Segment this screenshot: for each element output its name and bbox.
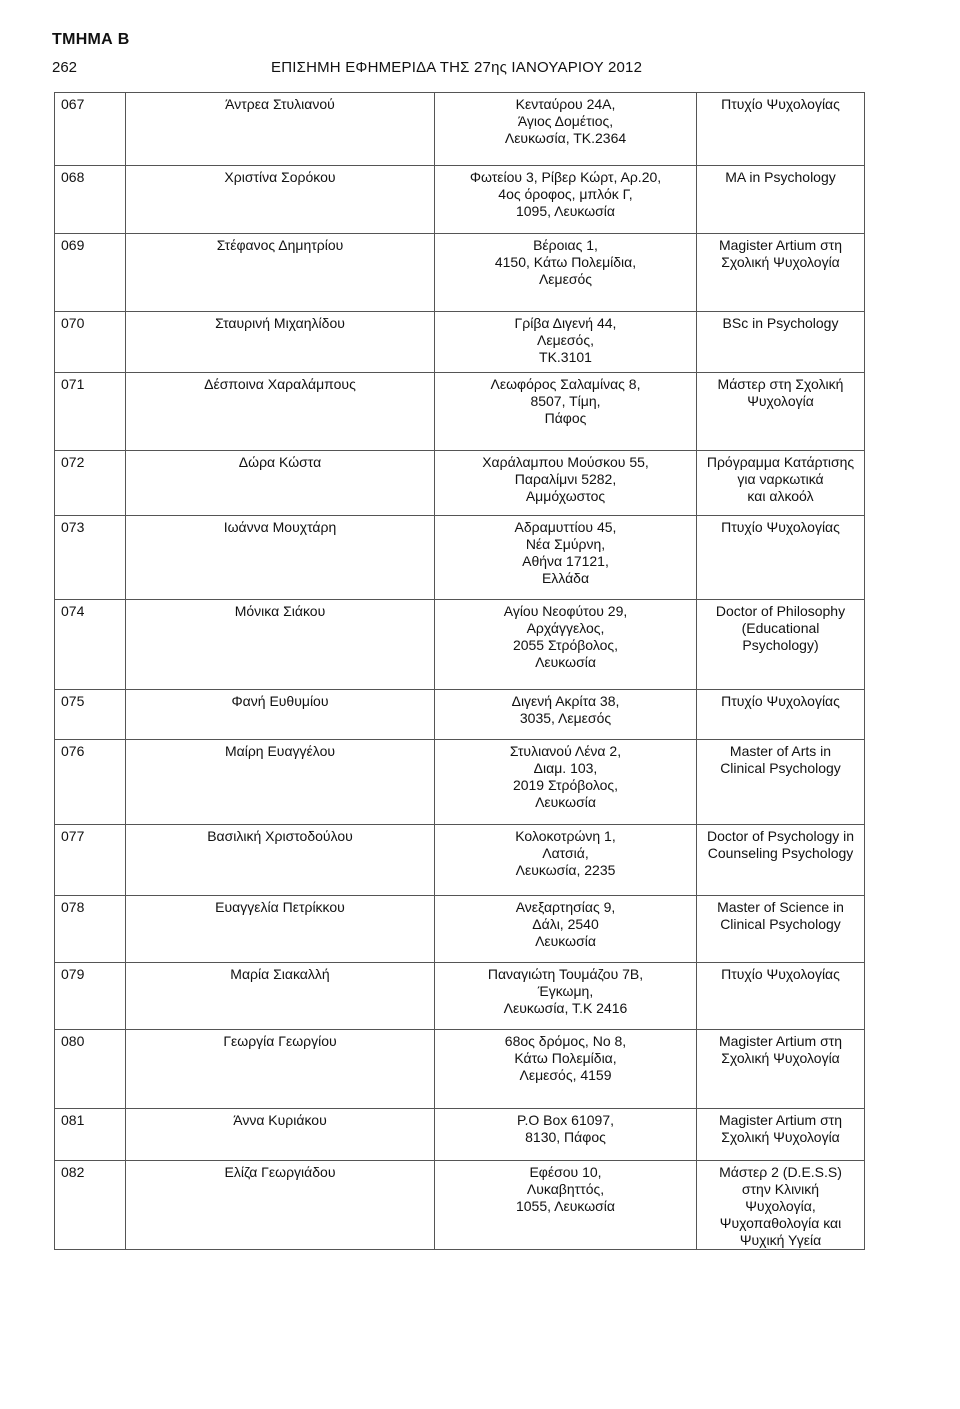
row-address: Λεωφόρος Σαλαμίνας 8, 8507, Τίμη, Πάφος — [435, 373, 697, 451]
row-address: 68ος δρόμος, Νο 8, Κάτω Πολεμίδια, Λεμεσός, 4159 — [435, 1030, 697, 1109]
table-row — [55, 1030, 865, 1109]
row-number: 077 — [55, 825, 126, 896]
row-name: Δώρα Κώστα — [126, 451, 435, 516]
row-qualification: Magister Artium στη Σχολική Ψυχολογία — [697, 1109, 865, 1161]
table-row — [55, 451, 865, 516]
row-name: Βασιλική Χριστοδούλου — [126, 825, 435, 896]
table-row — [55, 825, 865, 896]
row-qualification: Magister Artium στη Σχολική Ψυχολογία — [697, 234, 865, 312]
row-qualification: Doctor of Psychology in Counseling Psychology — [697, 825, 865, 896]
row-number: 078 — [55, 896, 126, 963]
row-address: Εφέσου 10, Λυκαβηττός, 1055, Λευκωσία — [435, 1161, 697, 1250]
row-name: Ιωάννα Μουχτάρη — [126, 516, 435, 600]
row-qualification: Πρόγραμμα Κατάρτισης για ναρκωτικά και αλκοόλ — [697, 451, 865, 516]
table-row — [55, 896, 865, 963]
table-row — [55, 166, 865, 234]
row-name: Άντρεα Στυλιανού — [126, 93, 435, 166]
table-row — [55, 234, 865, 312]
row-name: Άννα Κυριάκου — [126, 1109, 435, 1161]
row-qualification: Magister Artium στη Σχολική Ψυχολογία — [697, 1030, 865, 1109]
row-qualification: Μάστερ 2 (D.E.S.S) στην Κλινική Ψυχολογία, Ψυχοπαθολογία και Ψυχική Υγεία — [697, 1161, 865, 1250]
row-number: 070 — [55, 312, 126, 373]
row-address: Αδραμυττίου 45, Νέα Σμύρνη, Αθήνα 17121, Ελλάδα — [435, 516, 697, 600]
section-title: ΤΜΗΜΑ Β — [52, 31, 130, 48]
registry-table — [54, 92, 865, 1250]
row-qualification: Πτυχίο Ψυχολογίας — [697, 963, 865, 1030]
row-number: 082 — [55, 1161, 126, 1250]
row-address: Διγενή Ακρίτα 38, 3035, Λεμεσός — [435, 690, 697, 740]
row-qualification: Πτυχίο Ψυχολογίας — [697, 516, 865, 600]
row-address: Φωτείου 3, Ρίβερ Κώρτ, Αρ.20, 4ος όροφος, μπλόκ Γ, 1095, Λευκωσία — [435, 166, 697, 234]
table-row — [55, 93, 865, 166]
row-name: Μόνικα Σιάκου — [126, 600, 435, 690]
row-number: 067 — [55, 93, 126, 166]
table-row — [55, 963, 865, 1030]
row-qualification: BSc in Psychology — [697, 312, 865, 373]
row-qualification: MA in Psychology — [697, 166, 865, 234]
page-number: 262 — [52, 59, 78, 76]
row-address: Στυλιανού Λένα 2, Διαμ. 103, 2019 Στρόβολος, Λευκωσία — [435, 740, 697, 825]
table-row — [55, 1109, 865, 1161]
row-qualification: Πτυχίο Ψυχολογίας — [697, 690, 865, 740]
row-number: 068 — [55, 166, 126, 234]
row-qualification: Master of Arts in Clinical Psychology — [697, 740, 865, 825]
table-row — [55, 373, 865, 451]
row-address: Παναγιώτη Τουμάζου 7Β, Έγκωμη, Λευκωσία, Τ.Κ 2416 — [435, 963, 697, 1030]
row-address: Κενταύρου 24Α, Άγιος Δομέτιος, Λευκωσία, ΤΚ.2364 — [435, 93, 697, 166]
row-address: Χαράλαμπου Μούσκου 55, Παραλίμνι 5282, Αμμόχωστος — [435, 451, 697, 516]
table-row — [55, 1161, 865, 1250]
row-name: Ελίζα Γεωργιάδου — [126, 1161, 435, 1250]
row-address: Γρίβα Διγενή 44, Λεμεσός, ΤΚ.3101 — [435, 312, 697, 373]
row-name: Μαρία Σιακαλλή — [126, 963, 435, 1030]
row-address: Κολοκοτρώνη 1, Λατσιά, Λευκωσία, 2235 — [435, 825, 697, 896]
table-row — [55, 600, 865, 690]
row-number: 076 — [55, 740, 126, 825]
row-number: 072 — [55, 451, 126, 516]
row-qualification: Doctor of Philosophy (Educational Psychology) — [697, 600, 865, 690]
row-number: 074 — [55, 600, 126, 690]
gazette-title: ΕΠΙΣΗΜΗ ΕΦΗΜΕΡΙΔΑ ΤΗΣ 27ης ΙΑΝΟΥΑΡΙΟΥ 2012 — [271, 59, 643, 76]
row-number: 069 — [55, 234, 126, 312]
row-number: 079 — [55, 963, 126, 1030]
row-number: 073 — [55, 516, 126, 600]
row-name: Ευαγγελία Πετρίκκου — [126, 896, 435, 963]
table-row — [55, 740, 865, 825]
row-number: 080 — [55, 1030, 126, 1109]
row-name: Σταυρινή Μιχαηλίδου — [126, 312, 435, 373]
row-number: 075 — [55, 690, 126, 740]
row-address: Αγίου Νεοφύτου 29, Αρχάγγελος, 2055 Στρόβολος, Λευκωσία — [435, 600, 697, 690]
row-address: Ανεξαρτησίας 9, Δάλι, 2540 Λευκωσία — [435, 896, 697, 963]
row-name: Στέφανος Δημητρίου — [126, 234, 435, 312]
row-qualification: Master of Science in Clinical Psychology — [697, 896, 865, 963]
row-address: Βέροιας 1, 4150, Κάτω Πολεμίδια, Λεμεσός — [435, 234, 697, 312]
row-name: Δέσποινα Χαραλάμπους — [126, 373, 435, 451]
row-name: Φανή Ευθυμίου — [126, 690, 435, 740]
row-number: 071 — [55, 373, 126, 451]
table-row — [55, 690, 865, 740]
row-name: Χριστίνα Σορόκου — [126, 166, 435, 234]
row-address: P.O Box 61097, 8130, Πάφος — [435, 1109, 697, 1161]
row-name: Μαίρη Ευαγγέλου — [126, 740, 435, 825]
table-row — [55, 312, 865, 373]
row-number: 081 — [55, 1109, 126, 1161]
row-qualification: Πτυχίο Ψυχολογίας — [697, 93, 865, 166]
row-qualification: Μάστερ στη Σχολική Ψυχολογία — [697, 373, 865, 451]
table-row — [55, 516, 865, 600]
row-name: Γεωργία Γεωργίου — [126, 1030, 435, 1109]
